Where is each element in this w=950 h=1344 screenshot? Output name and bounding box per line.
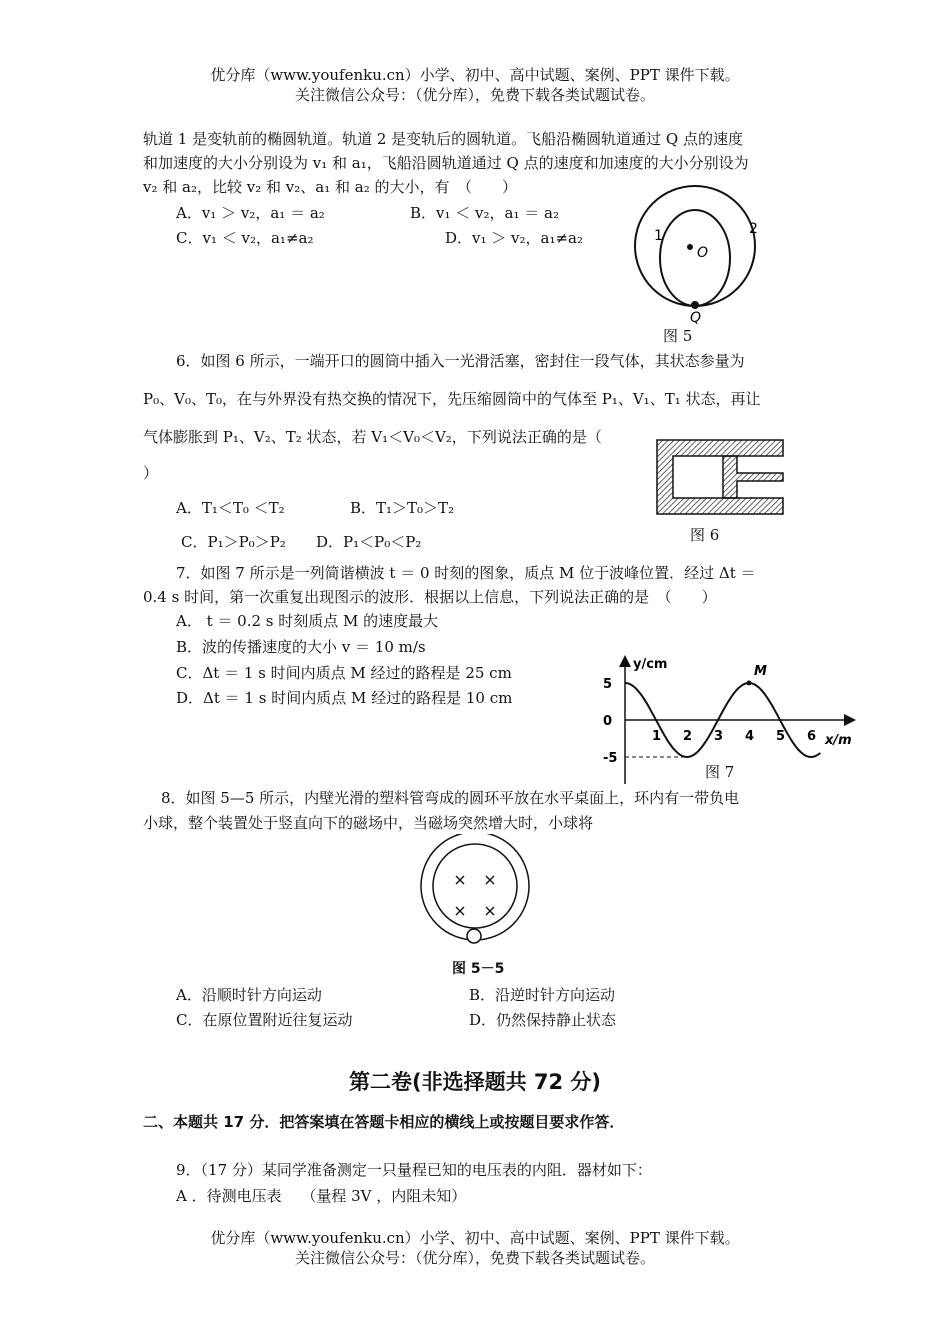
point-q-label: Q (690, 310, 702, 326)
q6-line4: ） (143, 464, 159, 482)
q9-line1: 9．（17 分）某同学准备测定一只量程已知的电压表的内阻．器材如下： (176, 1161, 652, 1179)
q5-line1: 轨道 1 是变轨前的椭圆轨道。轨道 2 是变轨后的圆轨道。飞船沿椭圆轨道通过 Q 点的速度 (143, 130, 743, 148)
q8-line1: 8．如图 5—5 所示，内壁光滑的塑料管弯成的圆环平放在水平桌面上，环内有一带负电 (161, 789, 740, 807)
x-tick-label: 6 (807, 729, 817, 744)
q6-option-c: C．P₁＞P₀＞P₂ (181, 533, 286, 551)
ring-tube-inner-wall (433, 844, 517, 928)
orbit-1-ellipse (660, 210, 730, 306)
piston (723, 456, 783, 498)
y-axis-label: y/cm (633, 657, 668, 672)
figure-5-caption: 图 5 (663, 327, 693, 345)
q5-option-b: B．v₁ ＜ v₂，a₁ ＝ a₂ (410, 204, 559, 222)
q6-option-b: B．T₁＞T₀＞T₂ (350, 499, 455, 517)
ring-tube-outer-wall (421, 834, 529, 940)
x-tick-label: 5 (776, 729, 786, 744)
point-q-dot (691, 301, 699, 309)
figure-5-5-caption: 图 5－5 (452, 961, 505, 977)
center-o-dot (687, 244, 693, 250)
part-2-title: 第二卷(非选择题共 72 分) (348, 1070, 602, 1094)
page-footer-line1: 优分库（www.youfenku.cn）小学、初中、高中试题、案例、PPT 课件下载。 (210, 1229, 740, 1247)
q7-option-a: A． t ＝ 0.2 s 时刻质点 M 的速度最大 (176, 612, 439, 630)
part-2-instructions: 二、本题共 17 分．把答案填在答题卡相应的横线上或按题目要求作答． (143, 1113, 625, 1131)
point-m-label: M (754, 664, 767, 679)
orbit-2-label: 2 (749, 221, 758, 237)
figure-6-caption: 图 6 (690, 526, 720, 544)
q7-option-c: C．Δt ＝ 1 s 时间内质点 M 经过的路程是 25 cm (176, 664, 512, 682)
figure-7-caption: 图 7 (705, 763, 735, 781)
q6-line2: P₀、V₀、T₀，在与外界没有热交换的情况下，先压缩圆筒中的气体至 P₁、V₁、T₁ 状态，再让 (143, 390, 761, 408)
center-o-label: O (697, 245, 709, 261)
q7-line2: 0.4 s 时间，第一次重复出现图示的波形．根据以上信息，下列说法正确的是 （ ） (143, 588, 717, 606)
y-tick-label: 0 (603, 714, 613, 729)
q8-option-a: A．沿顺时针方向运动 (176, 986, 322, 1004)
q5-option-a: A．v₁ ＞ v₂，a₁ ＝ a₂ (176, 204, 325, 222)
page-footer-line2: 关注微信公众号：（优分库），免费下载各类试题试卷。 (294, 1249, 655, 1267)
x-tick-label: 3 (714, 729, 724, 744)
y-tick-label: -5 (603, 751, 618, 766)
x-tick-label: 4 (745, 729, 755, 744)
x-tick-label: 2 (683, 729, 693, 744)
charged-ball (467, 929, 481, 943)
q7-option-d: D．Δt ＝ 1 s 时间内质点 M 经过的路程是 10 cm (176, 689, 513, 707)
orbit-2-circle (635, 186, 755, 306)
figure-5-5-ring (415, 834, 535, 949)
magnetic-field-crosses (456, 876, 494, 915)
q8-option-c: C．在原位置附近往复运动 (176, 1011, 353, 1029)
page-header-line1: 优分库（www.youfenku.cn）小学、初中、高中试题、案例、PPT 课件下载。 (210, 66, 740, 84)
q6-option-a: A．T₁＜T₀ ＜T₂ (176, 499, 285, 517)
x-tick-label: 1 (652, 729, 662, 744)
q5-line2: 和加速度的大小分别设为 v₁ 和 a₁，飞船沿圆轨道通过 Q 点的速度和加速度的大小分别设为 (143, 154, 749, 172)
q5-line3: v₂ 和 a₂，比较 v₂ 和 v₂、a₁ 和 a₂ 的大小，有 （ ） (143, 178, 517, 196)
point-m-marker (747, 681, 752, 686)
q6-line3: 气体膨胀到 P₁、V₂、T₂ 状态，若 V₁＜V₀＜V₂，下列说法正确的是（ (143, 428, 602, 446)
orbit-1-label: 1 (654, 228, 663, 244)
page-header-line2: 关注微信公众号：（优分库），免费下载各类试题试卷。 (294, 86, 655, 104)
q8-option-d: D．仍然保持静止状态 (469, 1011, 617, 1029)
q8-option-b: B．沿逆时针方向运动 (469, 986, 616, 1004)
q6-option-d: D．P₁＜P₀＜P₂ (316, 533, 422, 551)
q5-option-c: C．v₁ ＜ v₂，a₁≠a₂ (176, 229, 314, 247)
q8-line2: 小球，整个装置处于竖直向下的磁场中，当磁场突然增大时，小球将 (143, 814, 594, 832)
q7-line1: 7．如图 7 所示是一列简谐横波 t ＝ 0 时刻的图象，质点 M 位于波峰位置．经过 Δt ＝ (176, 564, 756, 582)
q5-option-d: D．v₁ ＞ v₂，a₁≠a₂ (445, 229, 584, 247)
q9-item-a: A ．待测电压表 （量程 3V ，内阻未知） (176, 1187, 467, 1205)
figure-5-orbits (620, 180, 770, 340)
q6-line1: 6．如图 6 所示，一端开口的圆筒中插入一光滑活塞，密封住一段气体，其状态参量为 (176, 352, 745, 370)
y-tick-label: 5 (603, 677, 613, 692)
x-axis-label: x/m (825, 733, 852, 748)
q7-option-b: B．波的传播速度的大小 v ＝ 10 m/s (176, 638, 426, 656)
figure-6-cylinder (655, 436, 790, 518)
